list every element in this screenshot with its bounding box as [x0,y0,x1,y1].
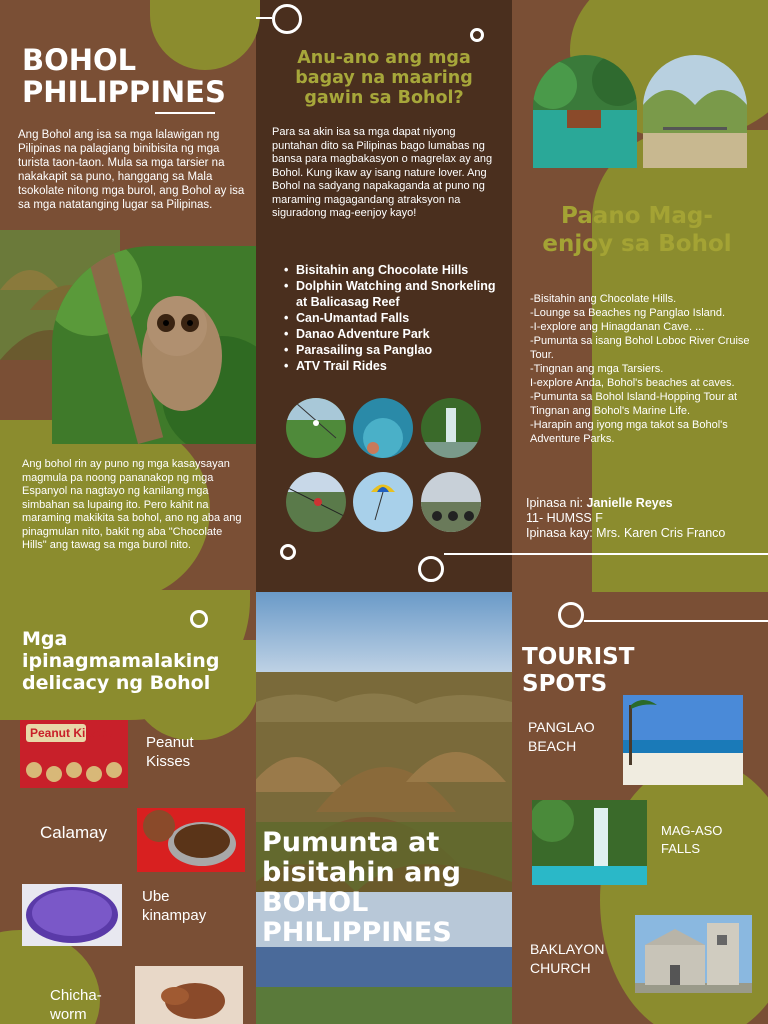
line-decoration [584,620,768,622]
activities-list [282,262,502,374]
section: 11- HUMSS F [526,511,603,525]
list-item: -Tingnan ang mga Tarsiers. [530,363,664,375]
mag-aso-falls-photo [532,800,647,885]
history-paragraph: Ang bohol rin ay puno ng mga kasaysayan magmula pa noong pananakop ng mga Espanyol na nagtayo ng kanilang mga simbahan sa lupaing ito. Pero kahit na maraming makikita sa bohol, ano ng aba ang pinagmulan nito, bakit ng aba "Chocolate Hills" ang tawag sa mga burol nito. [22,458,242,551]
enjoy-list [530,292,755,446]
river-cruise-photo [533,55,637,168]
viewpoint-photo [643,55,747,168]
list-item: -Lounge sa Beaches ng Panglao Island. [530,307,726,319]
zipline-photo [286,398,346,458]
calamay-photo [137,808,245,872]
list-item: • Bisitahin ang Chocolate Hills [282,262,502,278]
tourist-spot-label: MAG-ASO FALLS [661,823,723,856]
chicharon-photo [135,966,243,1024]
parasailing-photo [353,472,413,532]
list-item: • Danao Adventure Park [282,326,502,342]
ring-decoration [558,602,584,628]
atv-photo [421,472,481,532]
svg-text:Peanut Kisses: Peanut Kisses [30,726,113,740]
line-decoration [256,17,272,19]
tourist-heading: TOURIST SPOTS [522,644,635,697]
line-decoration [444,553,768,555]
list-item: -Pumunta sa Bohol Island-Hopping Tour at Tingnan ang Bohol's Marine Life. [530,391,738,417]
list-item: -Bisitahin ang Chocolate Hills. [530,293,677,305]
delicacy-label: Ube kinampay [142,888,207,924]
delicacy-heading: Mga ipinagmamalaking delicacy ng Bohol [22,628,220,694]
submitted-by: Ipinasa ni: Janielle Reyes [526,496,673,510]
adventure-park-photo [286,472,346,532]
ube-kinampay-photo [22,884,122,946]
list-item: -Pumunta sa isang Bohol Loboc River Cruise Tour. [530,335,750,361]
falls-photo [421,398,481,458]
line-decoration [155,112,215,114]
list-item: I-explore Anda, Bohol's beaches at caves. [530,377,735,389]
ring-decoration [280,544,296,560]
enjoy-heading: Paano Mag-enjoy sa Bohol [542,203,732,257]
delicacy-label: Peanut Kisses [146,734,194,770]
list-item: • Parasailing sa Panglao [282,342,502,358]
list-item: • Can-Umantad Falls [282,310,502,326]
ring-decoration [418,556,444,582]
submitted-to: Ipinasa kay: Mrs. Karen Cris Franco [526,526,726,540]
activities-heading: Anu-ano ang mga bagay na maaring gawin sa Bohol? [295,48,473,108]
list-item: -Harapin ang iyong mga takot sa Bohol's Adventure Parks. [530,419,728,445]
ring-decoration [470,28,484,42]
ring-decoration [272,4,302,34]
ring-decoration [190,610,208,628]
peanut-kisses-photo [20,720,128,788]
tarsier-photo [52,246,256,444]
chocolate-hills-cover-photo [256,592,512,1024]
delicacy-label: Chicha-worm [50,987,102,1023]
activities-paragraph: Para sa akin isa sa mga dapat niyong puntahan dito sa Pilipinas bago lumabas ng bansa para magbakasyon o magrelax ay ang Bohol. Kung ikaw ay isang nature lover. Ang Bohol na sadyang napakaganda at puno ng maraming magagandang atraksyon na siguradong mag-eenjoy kayo! [272,126,493,219]
snorkeling-photo [353,398,413,458]
page-title: BOHOL PHILIPPINES [22,43,226,109]
tourist-spot-label: PANGLAO BEACH [528,719,595,754]
baclayon-church-photo [635,915,752,993]
intro-paragraph: Ang Bohol ang isa sa mga lalawigan ng Pilipinas na palagiang binibisita ng mga turista taon-taon. Mula sa mga tarsier na nakakapit sa puno, hanggang sa Mala tsokolate nitong mga burol, ang Bohol ay isa sa mga natatanging lugar sa Pilipinas. [18,129,245,211]
list-item: • ATV Trail Rides [282,358,502,374]
list-item: • Dolphin Watching and Snorkeling at Balicasag Reef [282,278,502,310]
list-item: -I-explore ang Hinagdanan Cave. ... [530,321,705,333]
cover-title: Pumunta at bisitahin ang BOHOL PHILIPPINES [262,827,461,948]
submission-info [526,496,766,541]
delicacy-label: Calamay [40,823,108,842]
tourist-spot-label: BAKLAYON CHURCH [530,941,605,976]
panglao-beach-photo [623,695,743,785]
